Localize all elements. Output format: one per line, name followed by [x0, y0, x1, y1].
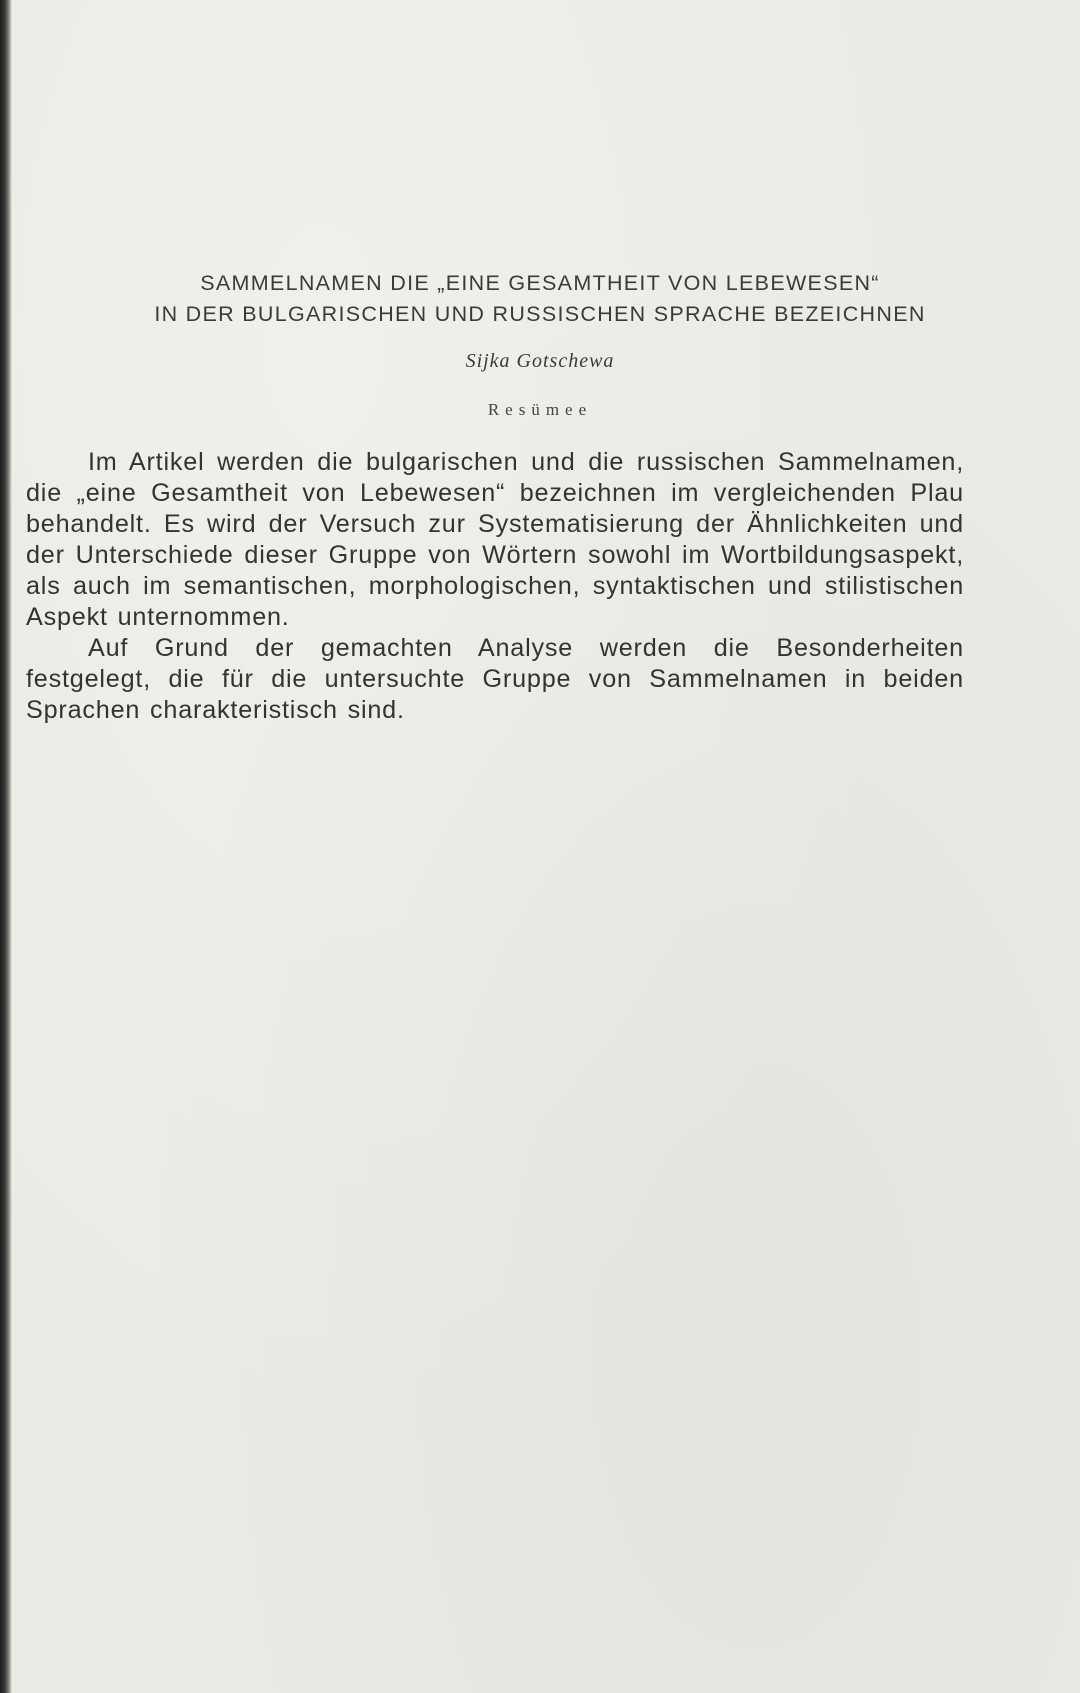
article-title-line-2: IN DER BULGARISCHEN UND RUSSISCHEN SPRACHE BEZEICHNEN: [154, 302, 926, 326]
article-title-line-1: SAMMELNAMEN DIE „EINE GESAMTHEIT VON LEBEWESEN“: [200, 271, 880, 295]
abstract-body: [26, 447, 964, 726]
author-name: Sijka Gotschewa: [465, 350, 615, 372]
section-heading: Resümee: [487, 400, 593, 419]
page-binding-edge: [0, 0, 12, 1693]
article-title: [40, 268, 1040, 330]
abstract-paragraph-2: Auf Grund der gemachten Analyse werden die Besonderheiten festgelegt, die für die untersuchte Gruppe von Sammelnamen in beiden Sprachen charakteristisch sind.: [26, 634, 964, 724]
abstract-paragraph-1: Im Artikel werden die bulgarischen und die russischen Sammelnamen, die „eine Gesamtheit von Lebewesen“ bezeichnen im vergleichenden Plau behandelt. Es wird der Versuch zur Systematisierung der Ähnlichkeiten und der Unterschiede dieser Gruppe von Wörtern sowohl im Wortbildungsaspekt, als auch im semantischen, morphologischen, syntaktischen und stilistischen Aspekt unternommen.: [26, 448, 964, 631]
